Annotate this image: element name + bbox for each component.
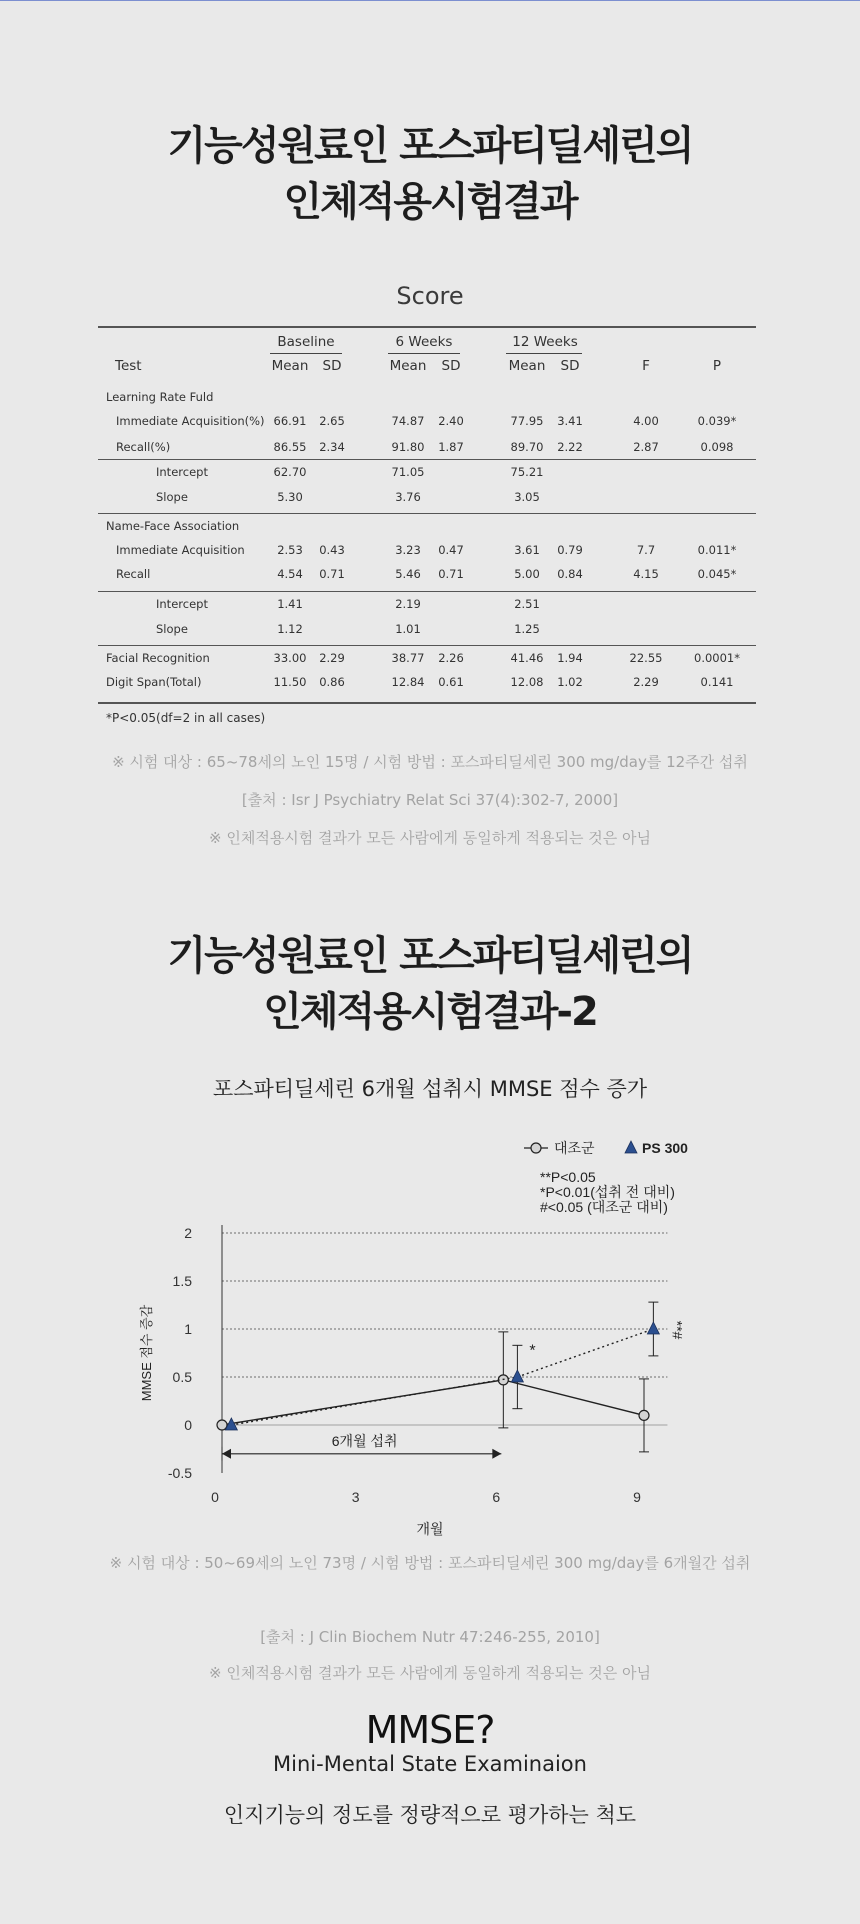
table-cell: 0.039* <box>697 414 737 428</box>
y-tick-label: 0.5 <box>172 1369 192 1385</box>
table-title: Score <box>396 282 464 310</box>
table-cell: 91.80 <box>391 440 425 454</box>
legend-control-label: 대조군 <box>554 1140 595 1156</box>
table-divider <box>98 459 756 460</box>
table-cell: 89.70 <box>510 440 544 454</box>
ps300-point-marker <box>647 1322 659 1334</box>
significance-note: #<0.05 (대조군 대비) <box>540 1199 668 1215</box>
table-cell: 0.011* <box>697 543 737 557</box>
section1-note-disclaimer: ※ 인체적용시험 결과가 모든 사람에게 동일하게 적용되는 것은 아님 <box>209 829 651 847</box>
table-cell: 4.00 <box>633 414 659 428</box>
table-cell: 77.95 <box>510 414 544 428</box>
table-cell: 0.71 <box>319 567 345 581</box>
table-cell: 1.01 <box>395 622 421 636</box>
subheader-mean: Mean <box>389 358 427 374</box>
table-cell: 1.41 <box>277 597 303 611</box>
table-cell: 2.65 <box>319 414 345 428</box>
section2-title <box>0 928 860 1040</box>
x-tick-label: 3 <box>351 1489 360 1505</box>
table-cell: 33.00 <box>273 651 307 665</box>
table-cell: 3.41 <box>557 414 583 428</box>
subheader-sd: SD <box>322 358 342 374</box>
table-cell: 41.46 <box>510 651 544 665</box>
table-cell: 11.50 <box>273 675 307 689</box>
period-label: 6개월 섭취 <box>331 1432 398 1449</box>
table-row-label: Facial Recognition <box>106 651 210 665</box>
table-cell: 2.19 <box>395 597 421 611</box>
table-cell: 22.55 <box>629 651 663 665</box>
table-row-label: Name-Face Association <box>106 519 240 533</box>
subheader-mean: Mean <box>271 358 309 374</box>
table-cell: 4.15 <box>633 567 659 581</box>
arrowhead-right <box>492 1449 501 1459</box>
y-tick-label: 0 <box>184 1417 192 1433</box>
mmse-line-chart <box>0 1120 860 1560</box>
6weeks-underline <box>388 353 460 354</box>
y-tick-label: 2 <box>184 1225 192 1241</box>
series-line-control <box>222 1380 644 1425</box>
y-tick-label: 1 <box>184 1321 192 1337</box>
table-row-label: Intercept <box>156 597 208 611</box>
table-cell: 0.61 <box>438 675 464 689</box>
table-row-label: Digit Span(Total) <box>106 675 202 689</box>
legend-control-marker <box>531 1143 541 1153</box>
y-axis-title: MMSE 점수 증감 <box>139 1304 154 1402</box>
significance-note: *P<0.01(섭취 전 대비) <box>540 1184 675 1200</box>
section1-title-line1: 기능성원료인 포스파티딜세린의 <box>167 123 693 169</box>
table-row-label: Immediate Acquisition <box>116 543 245 557</box>
table-cell: 86.55 <box>273 440 307 454</box>
table-cell: 71.05 <box>391 465 425 479</box>
y-tick-label: 1.5 <box>172 1273 192 1289</box>
table-cell: 2.22 <box>557 440 583 454</box>
top-border <box>0 0 860 1</box>
table-cell: 0.84 <box>557 567 583 581</box>
table-cell: 2.29 <box>319 651 345 665</box>
mmse-subheading: Mini-Mental State Examinaion <box>273 1752 587 1776</box>
section2-note-subjects: ※ 시험 대상 : 50~69세의 노인 73명 / 시험 방법 : 포스파티딜세린 300 mg/day를 6개월간 섭취 <box>109 1554 751 1572</box>
table-cell: 0.0001* <box>694 651 740 665</box>
table-divider <box>98 591 756 592</box>
table-cell: 0.098 <box>700 440 734 454</box>
table-row-label: Recall(%) <box>116 440 171 454</box>
section1-note-source: [출처 : Isr J Psychiatry Relat Sci 37(4):302-7, 2000] <box>241 791 619 809</box>
legend-ps300-marker <box>625 1141 637 1153</box>
table-cell: 3.23 <box>395 543 421 557</box>
significance-mark: **# <box>669 1320 686 1340</box>
legend-ps300-label: PS 300 <box>642 1140 688 1156</box>
table-cell: 2.51 <box>514 597 540 611</box>
table-cell: 1.87 <box>438 440 464 454</box>
table-cell: 1.94 <box>557 651 583 665</box>
table-cell: 5.00 <box>514 567 540 581</box>
table-cell: 2.53 <box>277 543 303 557</box>
section2-note-disclaimer: ※ 인체적용시험 결과가 모든 사람에게 동일하게 적용되는 것은 아님 <box>209 1664 651 1682</box>
arrowhead-left <box>222 1449 231 1459</box>
x-axis-title: 개월 <box>416 1521 444 1537</box>
table-row-label: Intercept <box>156 465 208 479</box>
12weeks-underline <box>506 353 582 354</box>
section1-title <box>0 118 860 230</box>
table-cell: 5.46 <box>395 567 421 581</box>
table-cell: 2.29 <box>633 675 659 689</box>
x-tick-label: 6 <box>492 1489 501 1505</box>
baseline-underline <box>270 353 342 354</box>
mmse-description: 인지기능의 정도를 정량적으로 평가하는 척도 <box>223 1803 637 1827</box>
table-cell: 0.141 <box>700 675 734 689</box>
significance-mark: * <box>529 1342 536 1360</box>
x-tick-label: 0 <box>211 1489 219 1505</box>
table-cell: 5.30 <box>277 490 303 504</box>
subheader-p: P <box>712 358 722 374</box>
subheader-sd: SD <box>441 358 461 374</box>
table-cell: 7.7 <box>636 543 656 557</box>
table-divider <box>98 645 756 646</box>
table-cell: 12.84 <box>391 675 425 689</box>
y-tick-label: -0.5 <box>167 1465 192 1481</box>
section2-title-line2: 인체적용시험결과-2 <box>263 989 597 1035</box>
significance-note: **P<0.05 <box>540 1169 596 1185</box>
table-cell: 66.91 <box>273 414 307 428</box>
table-cell: 38.77 <box>391 651 425 665</box>
table-row-label: Slope <box>156 622 188 636</box>
section1-title-line2: 인체적용시험결과 <box>283 179 577 225</box>
table-cell: 1.12 <box>277 622 303 636</box>
table-footnote: *P<0.05(df=2 in all cases) <box>106 711 266 725</box>
group-header-12weeks: 12 Weeks <box>512 334 578 350</box>
table-cell: 3.76 <box>395 490 421 504</box>
table-cell: 75.21 <box>510 465 544 479</box>
group-header-baseline: Baseline <box>277 334 335 350</box>
subheader-f: F <box>642 358 650 374</box>
table-cell: 2.34 <box>319 440 345 454</box>
table-cell: 2.87 <box>633 440 659 454</box>
table-row-label: Recall <box>116 567 151 581</box>
table-cell: 2.26 <box>438 651 464 665</box>
test-header: Test <box>115 358 142 374</box>
table-cell: 0.71 <box>438 567 464 581</box>
table-row-label: Immediate Acquisition(%) <box>116 414 265 428</box>
table-cell: 1.02 <box>557 675 583 689</box>
table-cell: 62.70 <box>273 465 307 479</box>
table-cell: 0.47 <box>438 543 464 557</box>
section2-note-source: [출처 : J Clin Biochem Nutr 47:246-255, 2010] <box>260 1628 600 1646</box>
table-cell: 0.045* <box>697 567 737 581</box>
subheader-mean: Mean <box>508 358 546 374</box>
group-header-6weeks: 6 Weeks <box>395 334 453 350</box>
control-point-marker <box>639 1410 649 1420</box>
table-cell: 0.43 <box>319 543 345 557</box>
control-point-marker <box>217 1420 227 1430</box>
chart-subtitle: 포스파티딜세린 6개월 섭취시 MMSE 점수 증가 <box>212 1077 648 1101</box>
mmse-heading: MMSE? <box>365 1708 495 1752</box>
table-row-label: Slope <box>156 490 188 504</box>
x-tick-label: 9 <box>633 1489 641 1505</box>
table-row-label: Learning Rate Fuld <box>106 390 214 404</box>
ps300-point-marker <box>511 1370 523 1382</box>
table-cell: 12.08 <box>510 675 544 689</box>
table-cell: 3.61 <box>514 543 540 557</box>
table-cell: 1.25 <box>514 622 540 636</box>
table-cell: 2.40 <box>438 414 464 428</box>
section2-title-line1: 기능성원료인 포스파티딜세린의 <box>167 933 693 979</box>
table-top-rule <box>98 326 756 328</box>
table-cell: 74.87 <box>391 414 425 428</box>
table-divider <box>98 513 756 514</box>
table-cell: 0.86 <box>319 675 345 689</box>
table-bottom-rule <box>98 702 756 704</box>
table-cell: 0.79 <box>557 543 583 557</box>
table-cell: 4.54 <box>277 567 303 581</box>
section1-note-subjects: ※ 시험 대상 : 65~78세의 노인 15명 / 시험 방법 : 포스파티딜세린 300 mg/day를 12주간 섭취 <box>112 753 748 771</box>
table-cell: 3.05 <box>514 490 540 504</box>
subheader-sd: SD <box>560 358 580 374</box>
